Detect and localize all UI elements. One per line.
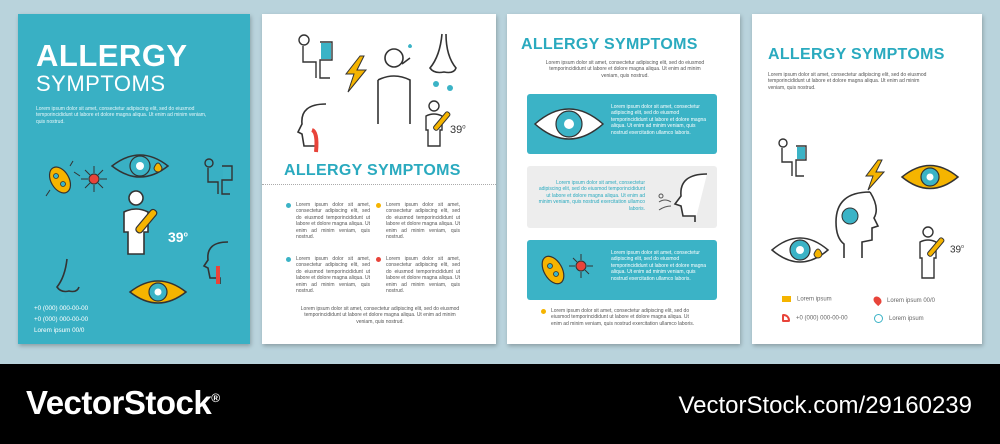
toilet-icon [200,158,236,198]
lightning-icon [342,56,370,94]
info-block-eye [527,94,717,154]
phone-icon [782,314,790,322]
temperature-value: 39$^o$ [950,244,964,256]
contact-phone: +0 (000) 000-00-00 [782,314,848,322]
sneezing-head-icon [657,172,713,222]
page3-footer-text: Lorem ipsum dolor sit amet, consectetur adipiscing elit, sed do eiusmod temporincididunt ut labore et dolore magna aliqua. Ut enim ad minim veniam, quis nostrud exercitation ullamco laboris. [551,308,701,327]
bullet-dot [286,257,291,262]
globe-icon [874,314,883,323]
cover-phone-2: +0 (000) 000-00-00 [34,316,89,323]
block3-text: Lorem ipsum dolor sit amet, consectetur adipiscing elit, sed do eiusmod temporincididunt ut labore et dolore magna aliqua. Ut enim ad minim veniam, quis nostrud exercitation ullamco laboris. [611,250,707,282]
page2-title: ALLERGY SYMPTOMS [284,162,461,179]
itchy-eye-icon [128,276,188,308]
bullet-dot [541,309,546,314]
temperature-value: 39$^o$ [450,124,466,136]
temperature-value: 39$^o$ [168,229,188,245]
block1-text: Lorem ipsum dolor sit amet, consectetur adipiscing elit, sed do eiusmod temporincididunt ut labore et dolore magna aliqua. Ut enim ad minim veniam, quis nostrud exercitation ullamco laboris. [611,104,707,136]
cover-title-line2: SYMPTOMS [36,71,166,96]
contact-web: Lorem ipsum [874,314,924,323]
contact-address: Lorem ipsum 00/0 [874,296,935,305]
fever-person-icon [916,226,950,278]
eye-icon [533,102,605,146]
fever-person-icon [118,190,168,256]
info-block-bacteria [527,240,717,300]
page3-intro: Lorem ipsum dolor sit amet, consectetur adipiscing elit, sed do eiusmod temporincididunt ut labore et dolore magna aliqua. Ut enim ad minim veniam, quis nostrud. [545,60,705,79]
bullet-dot [286,203,291,208]
brochure-page-cover [18,14,250,344]
vectorstock-logo: VectorStock® [26,384,220,421]
runny-nose-icon [53,257,87,309]
info-block-breath [527,166,717,228]
bullet-dot [376,257,381,262]
page3-title: ALLERGY SYMPTOMS [521,36,698,53]
fever-person-icon [422,100,458,146]
bullet-dot [376,203,381,208]
toilet-icon [774,138,810,180]
page4-title: ALLERGY SYMPTOMS [768,46,945,63]
text-column-2: Lorem ipsum dolor sit amet, consectetur adipiscing elit, sed do eiusmod temporincididunt ut labore et dolore magna aliqua. Ut enim ad minim veniam, quis nostrud. [386,202,460,240]
watermark-bar [0,364,1000,444]
eye-drop-icon [770,232,832,272]
bacteria-virus-icon [537,248,597,292]
block2-text: Lorem ipsum dolor sit amet, consectetur adipiscing elit, sed do eiusmod temporincididunt ut labore et dolore magna aliqua. Ut enim ad minim veniam, quis nostrud exercitation ullamco laboris. [538,180,645,212]
brochure-page-symptoms [262,14,496,344]
page2-footer-text: Lorem ipsum dolor sit amet, consectetur adipiscing elit, sed do eiusmod temporincididunt ut labore et dolore magna aliqua. Ut enim ad minim veniam, quis nostrud. [300,306,460,325]
brochure-page-details [507,14,740,344]
vectorstock-url: VectorStock.com/29160239 [678,392,972,419]
bacteria-icon [46,160,86,206]
text-column-1: Lorem ipsum dolor sit amet, consectetur adipiscing elit, sed do eiusmod temporincididunt ut labore et dolore magna aliqua. Ut enim ad minim veniam, quis nostrud. [296,202,370,240]
sore-throat-icon [296,102,336,152]
cover-title-line1: ALLERGY [36,38,188,73]
virus-icon [81,166,107,192]
cover-phone: +0 (000) 000-00-00 [34,305,89,312]
eye-drop-icon [110,150,172,184]
text-column-4: Lorem ipsum dolor sit amet, consectetur adipiscing elit, sed do eiusmod temporincididunt ut labore et dolore magna aliqua. Ut enim ad minim veniam, quis nostrud. [386,256,460,294]
contact-email: Lorem ipsum [782,296,832,303]
text-column-3: Lorem ipsum dolor sit amet, consectetur adipiscing elit, sed do eiusmod temporincididunt ut labore et dolore magna aliqua. Ut enim ad minim veniam, quis nostrud. [296,256,370,294]
cover-contacts [34,303,88,336]
location-pin-icon [872,295,883,306]
runny-nose-icon [426,32,462,94]
itchy-eye-icon [900,160,960,194]
divider [262,184,496,185]
page4-intro: Lorem ipsum dolor sit amet, consectetur adipiscing elit, sed do eiusmod temporincididunt ut labore et dolore magna aliqua. Ut enim ad minim veniam, quis nostrud. [768,72,927,91]
envelope-icon [782,296,791,302]
sore-throat-icon [202,240,236,284]
headache-icon [830,188,882,260]
brochure-page-contacts [752,14,982,344]
cover-intro-text: Lorem ipsum dolor sit amet, consectetur adipiscing elit, sed do eiusmod temporincididunt ut labore et dolore magna aliqua. Ut enim ad minim veniam, quis nostrud. [36,106,207,125]
cover-address: Lorem ipsum 00/0 [34,327,85,334]
drinking-person-icon [372,44,418,124]
toilet-icon [294,34,336,82]
